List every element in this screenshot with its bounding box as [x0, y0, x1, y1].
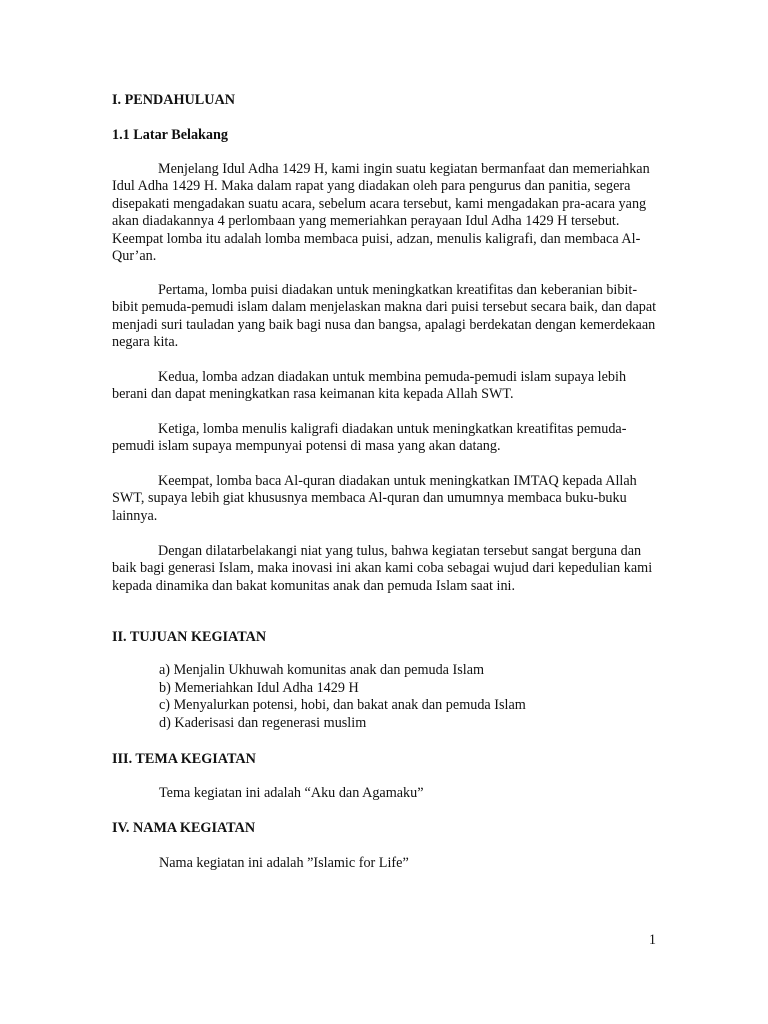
list-item: c) Menyalurkan potensi, hobi, dan bakat anak dan pemuda Islam: [159, 697, 526, 714]
paragraph-kedua: Kedua, lomba adzan diadakan untuk membina pemuda-pemudi islam supaya lebih berani dan dapat meningkatkan rasa keimanan kita kepada Allah SWT.: [112, 369, 627, 403]
section-1-title: I. PENDAHULUAN: [112, 92, 235, 108]
paragraph-intro: Menjelang Idul Adha 1429 H, kami ingin suatu kegiatan bermanfaat dan memeriahkan Idul Adha 1429 H. Maka dalam rapat yang diadakan oleh para pengurus dan panitia, segera disepakati mengadakan suatu acara, sebelum acara tersebut, kami mengadakan pra-acara yang akan diadakannya 4 perlombaan yang memeriahkan perayaan Idul Adha 1429 H tersebut. Keempat lomba itu adalah lomba membaca puisi, adzan, menulis kaligrafi, dan membaca Al-Qur’an.: [112, 161, 650, 265]
section-4-title: IV. NAMA KEGIATAN: [112, 820, 256, 836]
section-3-title: III. TEMA KEGIATAN: [112, 751, 256, 767]
list-item: d) Kaderisasi dan regenerasi muslim: [159, 714, 367, 731]
tema-text: Tema kegiatan ini adalah “Aku dan Agamaku”: [159, 785, 424, 801]
paragraph-keempat: Keempat, lomba baca Al-quran diadakan untuk meningkatkan IMTAQ kepada Allah SWT, supaya lebih giat khususnya membaca Al-quran dan umumnya membaca buku-buku lainnya.: [112, 473, 637, 524]
list-item: b) Memeriahkan Idul Adha 1429 H: [159, 679, 359, 696]
page-number: 1: [648, 932, 656, 948]
paragraph-dengan: Dengan dilatarbelakangi niat yang tulus, bahwa kegiatan tersebut sangat berguna dan baik bagi generasi Islam, maka inovasi ini akan kami coba sebagai wujud dari kepedulian kami kepada dinamika dan bakat komunitas anak dan pemuda Islam saat ini.: [112, 543, 653, 594]
section-2-title: II. TUJUAN KEGIATAN: [112, 629, 267, 645]
tujuan-list: [159, 662, 526, 732]
nama-text: Nama kegiatan ini adalah ”Islamic for Life”: [159, 855, 409, 871]
paragraph-ketiga: Ketiga, lomba menulis kaligrafi diadakan untuk meningkatkan kreatifitas pemuda-pemudi islam supaya mempunyai potensi di masa yang akan datang.: [112, 421, 627, 455]
section-1-subtitle: 1.1 Latar Belakang: [112, 127, 229, 143]
list-item: a) Menjalin Ukhuwah komunitas anak dan pemuda Islam: [159, 662, 485, 678]
paragraph-pertama: Pertama, lomba puisi diadakan untuk meningkatkan kreatifitas dan keberanian bibit-bibit pemuda-pemudi islam dalam menjelaskan makna dari puisi tersebut secara baik, dan dapat menjadi suri tauladan yang baik bagi nusa dan bangsa, apalagi berdekatan dengan kemerdekaan negara kita.: [112, 282, 657, 351]
